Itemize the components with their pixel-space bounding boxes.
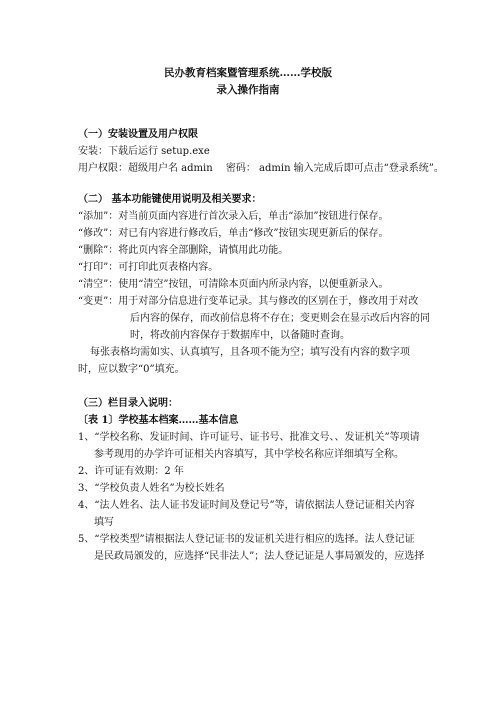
- item2-line: 2、许可证有效期：2 年: [78, 466, 184, 477]
- item4-line-1: 4、“法人姓名、法人证书发证时间及登记号”等，请依据法人登记证相关内容: [78, 500, 415, 511]
- document-subtitle: 录入操作指南: [216, 84, 280, 96]
- change-description-2: 后内容的保存，而改前信息将不存在；变更则会在显示改后内容的同: [130, 313, 430, 324]
- section2-heading: （二） 基本功能键使用说明及相关要求：: [78, 194, 262, 205]
- section1-heading: （一）安装设置及用户权限: [78, 129, 198, 140]
- clear-description: “清空”：使用“清空”按钮，可清除本页面内所录内容，以便重新录入。: [78, 279, 389, 290]
- modify-description: “修改”：对已有内容进行修改后，单击“修改”按钮实现更新后的保存。: [78, 228, 389, 239]
- item5-line-2: 是民政局颁发的，应选择“民非法人”；法人登记证是人事局颁发的，应选择: [94, 551, 425, 562]
- change-description-3: 时，将改前内容保存于数据库中，以备随时查询。: [130, 330, 350, 341]
- delete-description: “删除”：将此页内容全部删除，请慎用此功能。: [78, 245, 289, 256]
- item5-line-1: 5、“学校类型”请根据法人登记证书的发证机关进行相应的选择。法人登记证: [78, 534, 415, 545]
- fill-note-2: 时，应以数字“0”填充。: [78, 364, 185, 375]
- item1-line-2: 参考现用的办学许可证相关内容填写，其中学校名称应详细填写全称。: [94, 449, 404, 460]
- item4-line-2: 填写: [94, 517, 114, 528]
- document-title: 民办教育档案暨管理系统……学校版: [164, 67, 332, 79]
- section3-heading: （三）栏目录入说明：: [78, 398, 178, 409]
- item1-line-1: 1、“学校名称、发证时间、许可证号、证书号、批准文号、、发证机关”等项请: [78, 432, 420, 443]
- install-line: 安装：下载后运行 setup.exe: [78, 146, 210, 157]
- fill-note-1: 每张表格均需如实、认真填写，且各项不能为空；填写没有内容的数字项: [90, 347, 410, 358]
- add-description: “添加”：对当前页面内容进行首次录入后，单击“添加”按钮进行保存。: [78, 211, 389, 222]
- table1-heading: 〔表 1〕学校基本档案……基本信息: [78, 415, 239, 426]
- print-description: “打印”：可打印此页表格内容。: [78, 262, 219, 273]
- permission-line: 用户权限：超级用户名 admin 密码： admin 输入完成后即可点击“登录系统”。: [78, 163, 444, 174]
- change-description-1: “变更”：用于对部分信息进行变革记录。其与修改的区别在于，修改用于对改: [78, 296, 419, 307]
- item3-line: 3、“学校负责人姓名”为校长姓名: [78, 483, 225, 494]
